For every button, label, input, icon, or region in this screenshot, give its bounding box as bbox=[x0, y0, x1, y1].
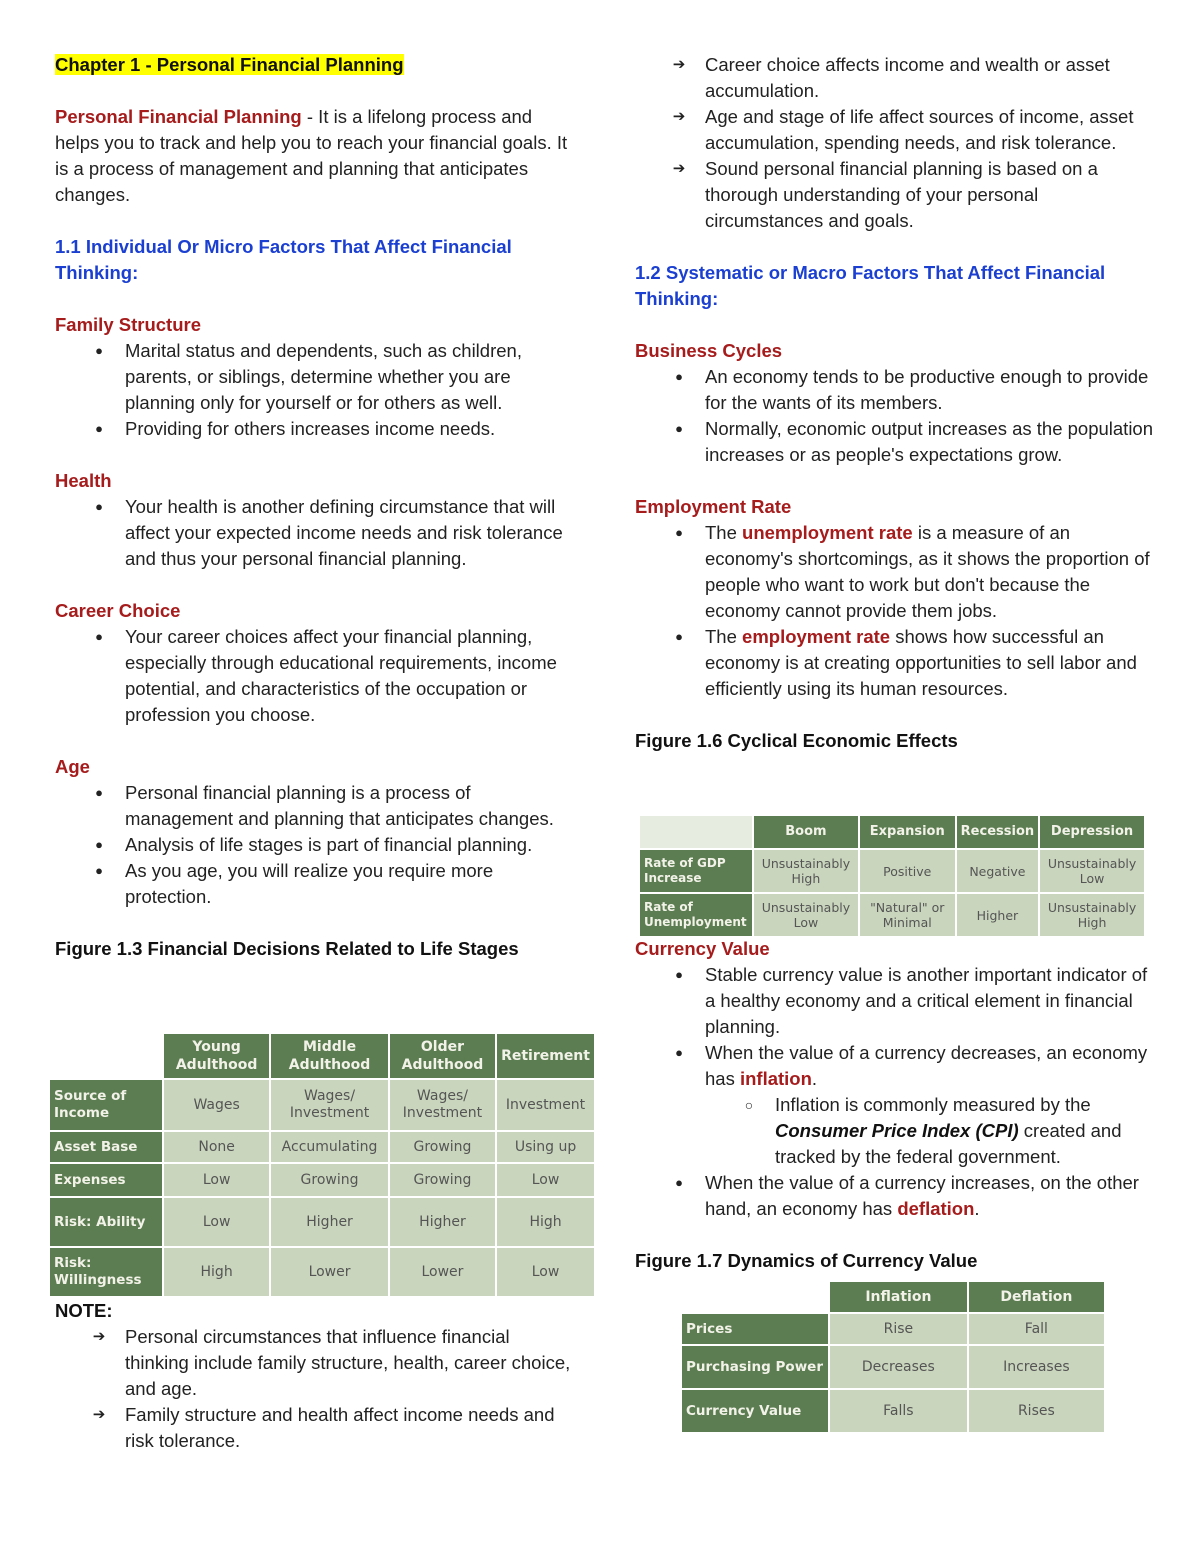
row-header: Risk: Ability bbox=[49, 1197, 163, 1247]
table-corner bbox=[681, 1281, 829, 1313]
table-cell: Higher bbox=[956, 893, 1039, 937]
deflation-term: deflation bbox=[897, 1198, 975, 1219]
chapter-title: Chapter 1 - Personal Financial Planning bbox=[55, 54, 404, 75]
table-cell: Higher bbox=[270, 1197, 389, 1247]
bullet-icon: ● bbox=[95, 863, 103, 878]
list-item: ● When the value of a currency increases, on the other hand, an economy has deflation. bbox=[635, 1170, 1155, 1222]
list-item: ● Marital status and dependents, such as children, parents, or siblings, determine whether you are planning only for yourself or for others as well. bbox=[55, 338, 575, 416]
table-row bbox=[681, 1345, 1105, 1389]
table-cell: Wages/ Investment bbox=[270, 1079, 389, 1131]
table-row bbox=[49, 1079, 595, 1131]
table-cell: Increases bbox=[968, 1345, 1105, 1389]
column-header: Young Adulthood bbox=[163, 1033, 270, 1079]
bullet-icon: ● bbox=[675, 421, 683, 436]
intro-text: - It is a lifelong process and helps you to track and help you to reach your financial goals. It is a process of management and planning that anticipates changes. bbox=[55, 106, 568, 205]
arrow-right-icon: ➔ bbox=[672, 108, 686, 125]
employment-rate-term: employment rate bbox=[742, 626, 891, 647]
table-cell: Falls bbox=[829, 1389, 968, 1433]
note-list-continued bbox=[635, 52, 1155, 234]
currency-value-heading: Currency Value bbox=[635, 938, 770, 959]
list-item: ● Stable currency value is another important indicator of a healthy economy and a critical element in financial planning. bbox=[635, 962, 1155, 1040]
list-item: ● Your health is another defining circumstance that will affect your expected income needs and risk tolerance and thus your personal financial planning. bbox=[55, 494, 575, 572]
row-header: Expenses bbox=[49, 1163, 163, 1197]
row-header: Prices bbox=[681, 1313, 829, 1345]
right-column bbox=[635, 52, 1155, 754]
list-item: ● As you age, you will realize you require more protection. bbox=[55, 858, 575, 910]
inflation-term: inflation bbox=[739, 1068, 812, 1089]
list-item: ● Providing for others increases income needs. bbox=[55, 416, 575, 442]
column-header: Depression bbox=[1039, 815, 1145, 849]
table-corner bbox=[49, 1033, 163, 1079]
figure-1-3-title: Figure 1.3 Financial Decisions Related to Life Stages bbox=[55, 938, 519, 959]
table-cell: Low bbox=[163, 1197, 270, 1247]
table-cell: Rises bbox=[968, 1389, 1105, 1433]
bullet-icon: ● bbox=[95, 421, 103, 436]
table-cell: Lower bbox=[270, 1247, 389, 1297]
health-list bbox=[55, 494, 575, 572]
table-cell: Low bbox=[496, 1247, 595, 1297]
table-cell: Using up bbox=[496, 1131, 595, 1163]
table-cell: Growing bbox=[270, 1163, 389, 1197]
note-block bbox=[55, 1298, 575, 1454]
column-header: Older Adulthood bbox=[389, 1033, 496, 1079]
table-cell: High bbox=[163, 1247, 270, 1297]
bullet-icon: ● bbox=[95, 343, 103, 358]
intro-term: Personal Financial Planning bbox=[55, 106, 302, 127]
business-cycles-list bbox=[635, 364, 1155, 468]
table-cell: Accumulating bbox=[270, 1131, 389, 1163]
arrow-right-icon: ➔ bbox=[672, 160, 686, 177]
table-cell: Growing bbox=[389, 1131, 496, 1163]
list-item: ➔ Career choice affects income and wealth or asset accumulation. bbox=[635, 52, 1155, 104]
currency-value-block bbox=[635, 936, 1155, 1274]
note-label: NOTE: bbox=[55, 1300, 113, 1321]
figure-1-7-table bbox=[680, 1280, 1106, 1434]
table-row bbox=[639, 849, 1145, 893]
arrow-right-icon: ➔ bbox=[672, 56, 686, 73]
column-header: Recession bbox=[956, 815, 1039, 849]
bullet-icon: ● bbox=[675, 369, 683, 384]
bullet-icon: ● bbox=[675, 525, 683, 540]
figure-1-6-table bbox=[638, 814, 1146, 938]
list-subitem: ○ Inflation is commonly measured by the Consumer Price Index (CPI) created and tracked by the federal government. bbox=[635, 1092, 1155, 1170]
row-header: Asset Base bbox=[49, 1131, 163, 1163]
list-item: ● Your career choices affect your financial planning, especially through educational requirements, income potential, and characteristics of the occupation or profession you choose. bbox=[55, 624, 575, 728]
currency-value-list bbox=[635, 962, 1155, 1222]
table-row bbox=[681, 1389, 1105, 1433]
figure-1-6-title: Figure 1.6 Cyclical Economic Effects bbox=[635, 730, 958, 751]
table-row bbox=[49, 1197, 595, 1247]
health-heading: Health bbox=[55, 470, 112, 491]
table-row bbox=[49, 1247, 595, 1297]
business-cycles-heading: Business Cycles bbox=[635, 340, 783, 361]
left-column bbox=[55, 52, 575, 962]
arrow-right-icon: ➔ bbox=[92, 1406, 106, 1423]
career-choice-list bbox=[55, 624, 575, 728]
column-header: Middle Adulthood bbox=[270, 1033, 389, 1079]
list-item: ➔ Personal circumstances that influence financial thinking include family structure, health, career choice, and age. bbox=[55, 1324, 575, 1402]
intro-paragraph bbox=[55, 104, 575, 208]
table-cell: Unsustainably Low bbox=[1039, 849, 1145, 893]
table-cell: Positive bbox=[859, 849, 956, 893]
table-row bbox=[49, 1163, 595, 1197]
circle-bullet-icon: ○ bbox=[744, 1097, 754, 1113]
list-item: ➔ Sound personal financial planning is based on a thorough understanding of your personal circumstances and goals. bbox=[635, 156, 1155, 234]
row-header: Purchasing Power bbox=[681, 1345, 829, 1389]
table-cell: Low bbox=[496, 1163, 595, 1197]
row-header: Source of Income bbox=[49, 1079, 163, 1131]
table-cell: Investment bbox=[496, 1079, 595, 1131]
unemployment-rate-term: unemployment rate bbox=[742, 522, 913, 543]
column-header: Inflation bbox=[829, 1281, 968, 1313]
table-corner bbox=[639, 815, 753, 849]
table-cell: Fall bbox=[968, 1313, 1105, 1345]
section-1-1-heading: 1.1 Individual Or Micro Factors That Affect Financial Thinking: bbox=[55, 236, 512, 283]
list-item: ● When the value of a currency decreases, an economy has inflation. bbox=[635, 1040, 1155, 1092]
table-row bbox=[681, 1313, 1105, 1345]
bullet-icon: ● bbox=[675, 629, 683, 644]
career-choice-heading: Career Choice bbox=[55, 600, 181, 621]
row-header: Rate of Unemployment bbox=[639, 893, 753, 937]
list-item: ● Personal financial planning is a process of management and planning that anticipates changes. bbox=[55, 780, 575, 832]
list-item: ➔ Family structure and health affect income needs and risk tolerance. bbox=[55, 1402, 575, 1454]
table-cell: Negative bbox=[956, 849, 1039, 893]
table-cell: Growing bbox=[389, 1163, 496, 1197]
list-item: ● An economy tends to be productive enough to provide for the wants of its members. bbox=[635, 364, 1155, 416]
table-row bbox=[49, 1131, 595, 1163]
column-header: Deflation bbox=[968, 1281, 1105, 1313]
bullet-icon: ● bbox=[675, 1045, 683, 1060]
age-heading: Age bbox=[55, 756, 90, 777]
list-item: ● Analysis of life stages is part of financial planning. bbox=[55, 832, 575, 858]
age-list bbox=[55, 780, 575, 910]
family-structure-heading: Family Structure bbox=[55, 314, 201, 335]
row-header: Rate of GDP Increase bbox=[639, 849, 753, 893]
table-cell: Lower bbox=[389, 1247, 496, 1297]
employment-rate-heading: Employment Rate bbox=[635, 496, 792, 517]
table-cell: "Natural" or Minimal bbox=[859, 893, 956, 937]
bullet-icon: ● bbox=[95, 785, 103, 800]
table-cell: Low bbox=[163, 1163, 270, 1197]
list-item: ● The employment rate shows how successful an economy is at creating opportunities to sell labor and efficiently using its human resources. bbox=[635, 624, 1155, 702]
row-header: Currency Value bbox=[681, 1389, 829, 1433]
table-cell: Rise bbox=[829, 1313, 968, 1345]
bullet-icon: ● bbox=[95, 837, 103, 852]
list-item: ● Normally, economic output increases as the population increases or as people's expectations grow. bbox=[635, 416, 1155, 468]
bullet-icon: ● bbox=[95, 629, 103, 644]
column-header: Boom bbox=[753, 815, 859, 849]
table-row bbox=[639, 893, 1145, 937]
column-header: Expansion bbox=[859, 815, 956, 849]
row-header: Risk: Willingness bbox=[49, 1247, 163, 1297]
bullet-icon: ● bbox=[675, 1175, 683, 1190]
table-cell: Higher bbox=[389, 1197, 496, 1247]
bullet-icon: ● bbox=[675, 967, 683, 982]
employment-rate-list bbox=[635, 520, 1155, 702]
figure-1-3-table bbox=[48, 1032, 596, 1298]
table-cell: Decreases bbox=[829, 1345, 968, 1389]
table-cell: Wages/ Investment bbox=[389, 1079, 496, 1131]
section-1-2-heading: 1.2 Systematic or Macro Factors That Affect Financial Thinking: bbox=[635, 262, 1106, 309]
list-item: ➔ Age and stage of life affect sources of income, asset accumulation, spending needs, and risk tolerance. bbox=[635, 104, 1155, 156]
bullet-icon: ● bbox=[95, 499, 103, 514]
table-cell: Unsustainably Low bbox=[753, 893, 859, 937]
family-structure-list bbox=[55, 338, 575, 442]
column-header: Retirement bbox=[496, 1033, 595, 1079]
arrow-right-icon: ➔ bbox=[92, 1328, 106, 1345]
table-cell: None bbox=[163, 1131, 270, 1163]
table-cell: High bbox=[496, 1197, 595, 1247]
cpi-term: Consumer Price Index (CPI) bbox=[775, 1120, 1019, 1141]
table-cell: Unsustainably High bbox=[1039, 893, 1145, 937]
note-list bbox=[55, 1324, 575, 1454]
table-cell: Wages bbox=[163, 1079, 270, 1131]
table-cell: Unsustainably High bbox=[753, 849, 859, 893]
figure-1-7-title: Figure 1.7 Dynamics of Currency Value bbox=[635, 1250, 978, 1271]
list-item: ● The unemployment rate is a measure of an economy's shortcomings, as it shows the proportion of people who want to work but don't because the economy cannot provide them jobs. bbox=[635, 520, 1155, 624]
